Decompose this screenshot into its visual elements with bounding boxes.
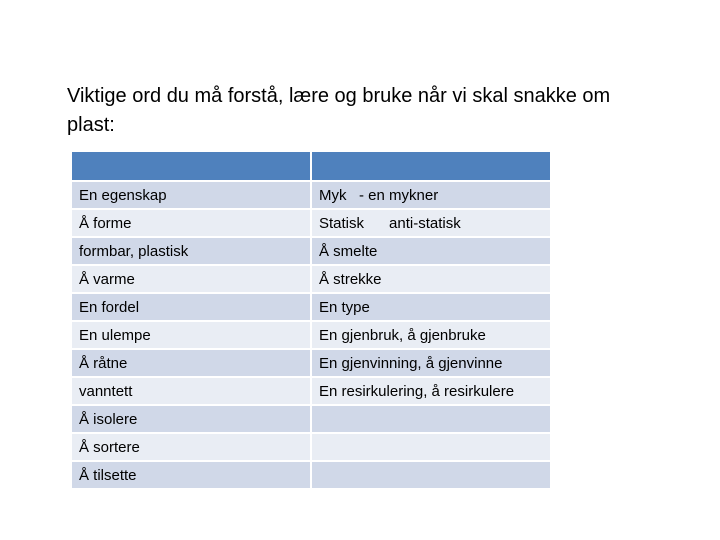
table-row	[71, 405, 551, 433]
slide-title: Viktige ord du må forstå, lære og bruke når vi skal snakke om plast:	[67, 85, 611, 136]
table-row	[71, 433, 551, 461]
table-row	[71, 237, 551, 265]
table-cell: Statisk anti-statisk	[311, 209, 551, 237]
table-cell: En ulempe	[71, 321, 311, 349]
table-cell: En fordel	[71, 293, 311, 321]
table-cell: Å sortere	[71, 433, 311, 461]
table-cell: Å tilsette	[71, 461, 311, 489]
table-row	[71, 181, 551, 209]
header-cell-1	[71, 151, 311, 181]
table-cell: vanntett	[71, 377, 311, 405]
table-cell: En gjenvinning, å gjenvinne	[311, 349, 551, 377]
table-cell: En gjenbruk, å gjenbruke	[311, 321, 551, 349]
table-cell: Å varme	[71, 265, 311, 293]
header-cell-2	[311, 151, 551, 181]
table-row	[71, 293, 551, 321]
table-cell: Myk - en mykner	[311, 181, 551, 209]
table-row	[71, 265, 551, 293]
table-cell	[311, 433, 551, 461]
table-cell: Å isolere	[71, 405, 311, 433]
table-cell	[311, 461, 551, 489]
vocabulary-table	[70, 150, 552, 490]
table-cell: Å strekke	[311, 265, 551, 293]
table-cell: Å råtne	[71, 349, 311, 377]
table-row	[71, 349, 551, 377]
table-row	[71, 209, 551, 237]
table-row	[71, 321, 551, 349]
table-cell: En type	[311, 293, 551, 321]
table-cell: formbar, plastisk	[71, 237, 311, 265]
table-cell: Å smelte	[311, 237, 551, 265]
table-row	[71, 461, 551, 489]
table-cell: En resirkulering, å resirkulere	[311, 377, 551, 405]
table-cell	[311, 405, 551, 433]
table-header-row	[71, 151, 551, 181]
table-row	[71, 377, 551, 405]
table-cell: En egenskap	[71, 181, 311, 209]
table-cell: Å forme	[71, 209, 311, 237]
